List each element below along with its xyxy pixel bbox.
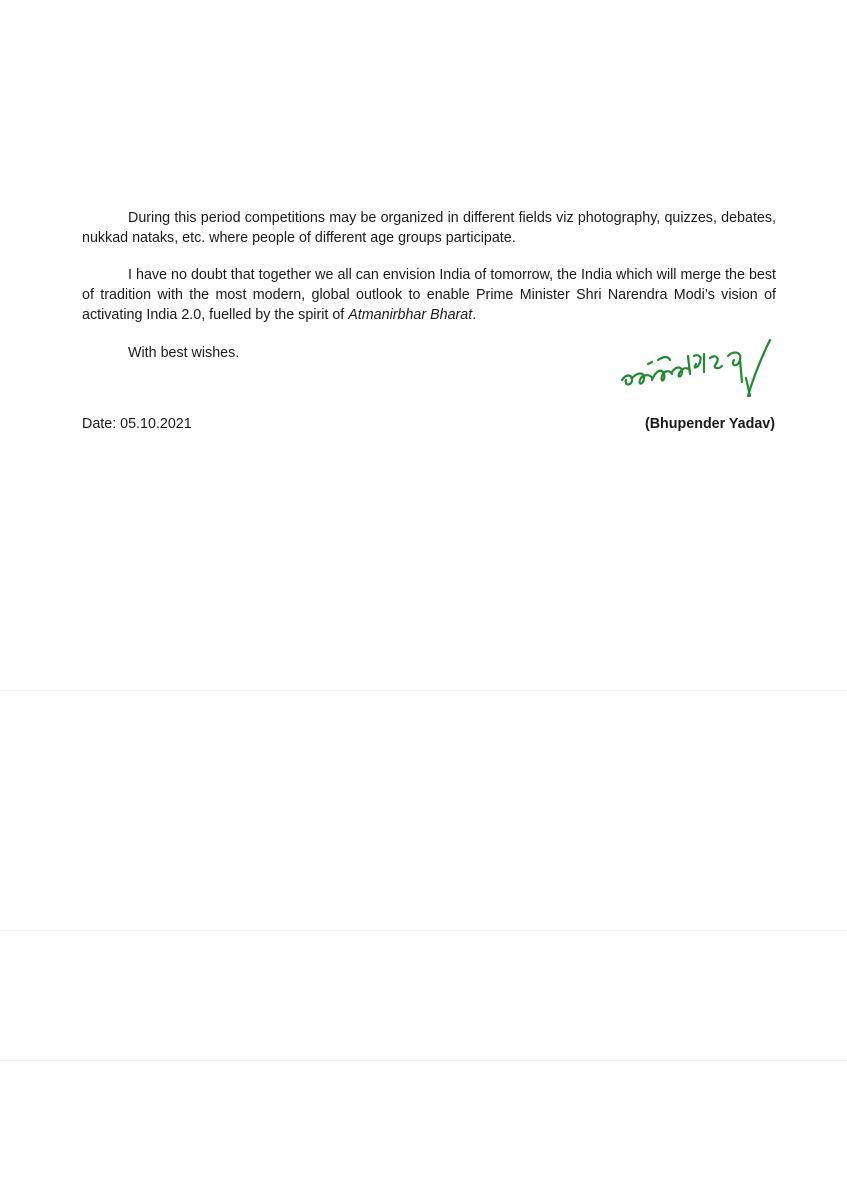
scan-artifact [0, 930, 847, 931]
scan-artifact [0, 690, 847, 691]
date-value: 05.10.2021 [120, 416, 192, 432]
signer-name: (Bhupender Yadav) [644, 416, 775, 432]
scan-artifact [0, 1060, 847, 1061]
paragraph-competitions [82, 208, 776, 248]
paragraph-envision-india [82, 265, 776, 325]
date-label: Date: [82, 416, 117, 432]
atmanirbhar-bharat-term: Atmanirbhar Bharat [348, 307, 473, 323]
paragraph-1-text: During this period competitions may be organized in different fields viz photography, quizzes, debates, nukkad nataks, etc. where people of different age groups participate. [82, 210, 776, 246]
handwritten-signature [618, 334, 778, 404]
closing-text: With best wishes. [128, 345, 240, 361]
date-line [82, 416, 192, 432]
paragraph-2-text: I have no doubt that together we all can envision India of tomorrow, the India which will merge the best of tradition with the most modern, global outlook to enable Prime Minister Shri Narendra Modi’s vision of activating India 2.0, fuelled by the spirit of [82, 267, 776, 323]
paragraph-2-period: . [472, 307, 477, 323]
